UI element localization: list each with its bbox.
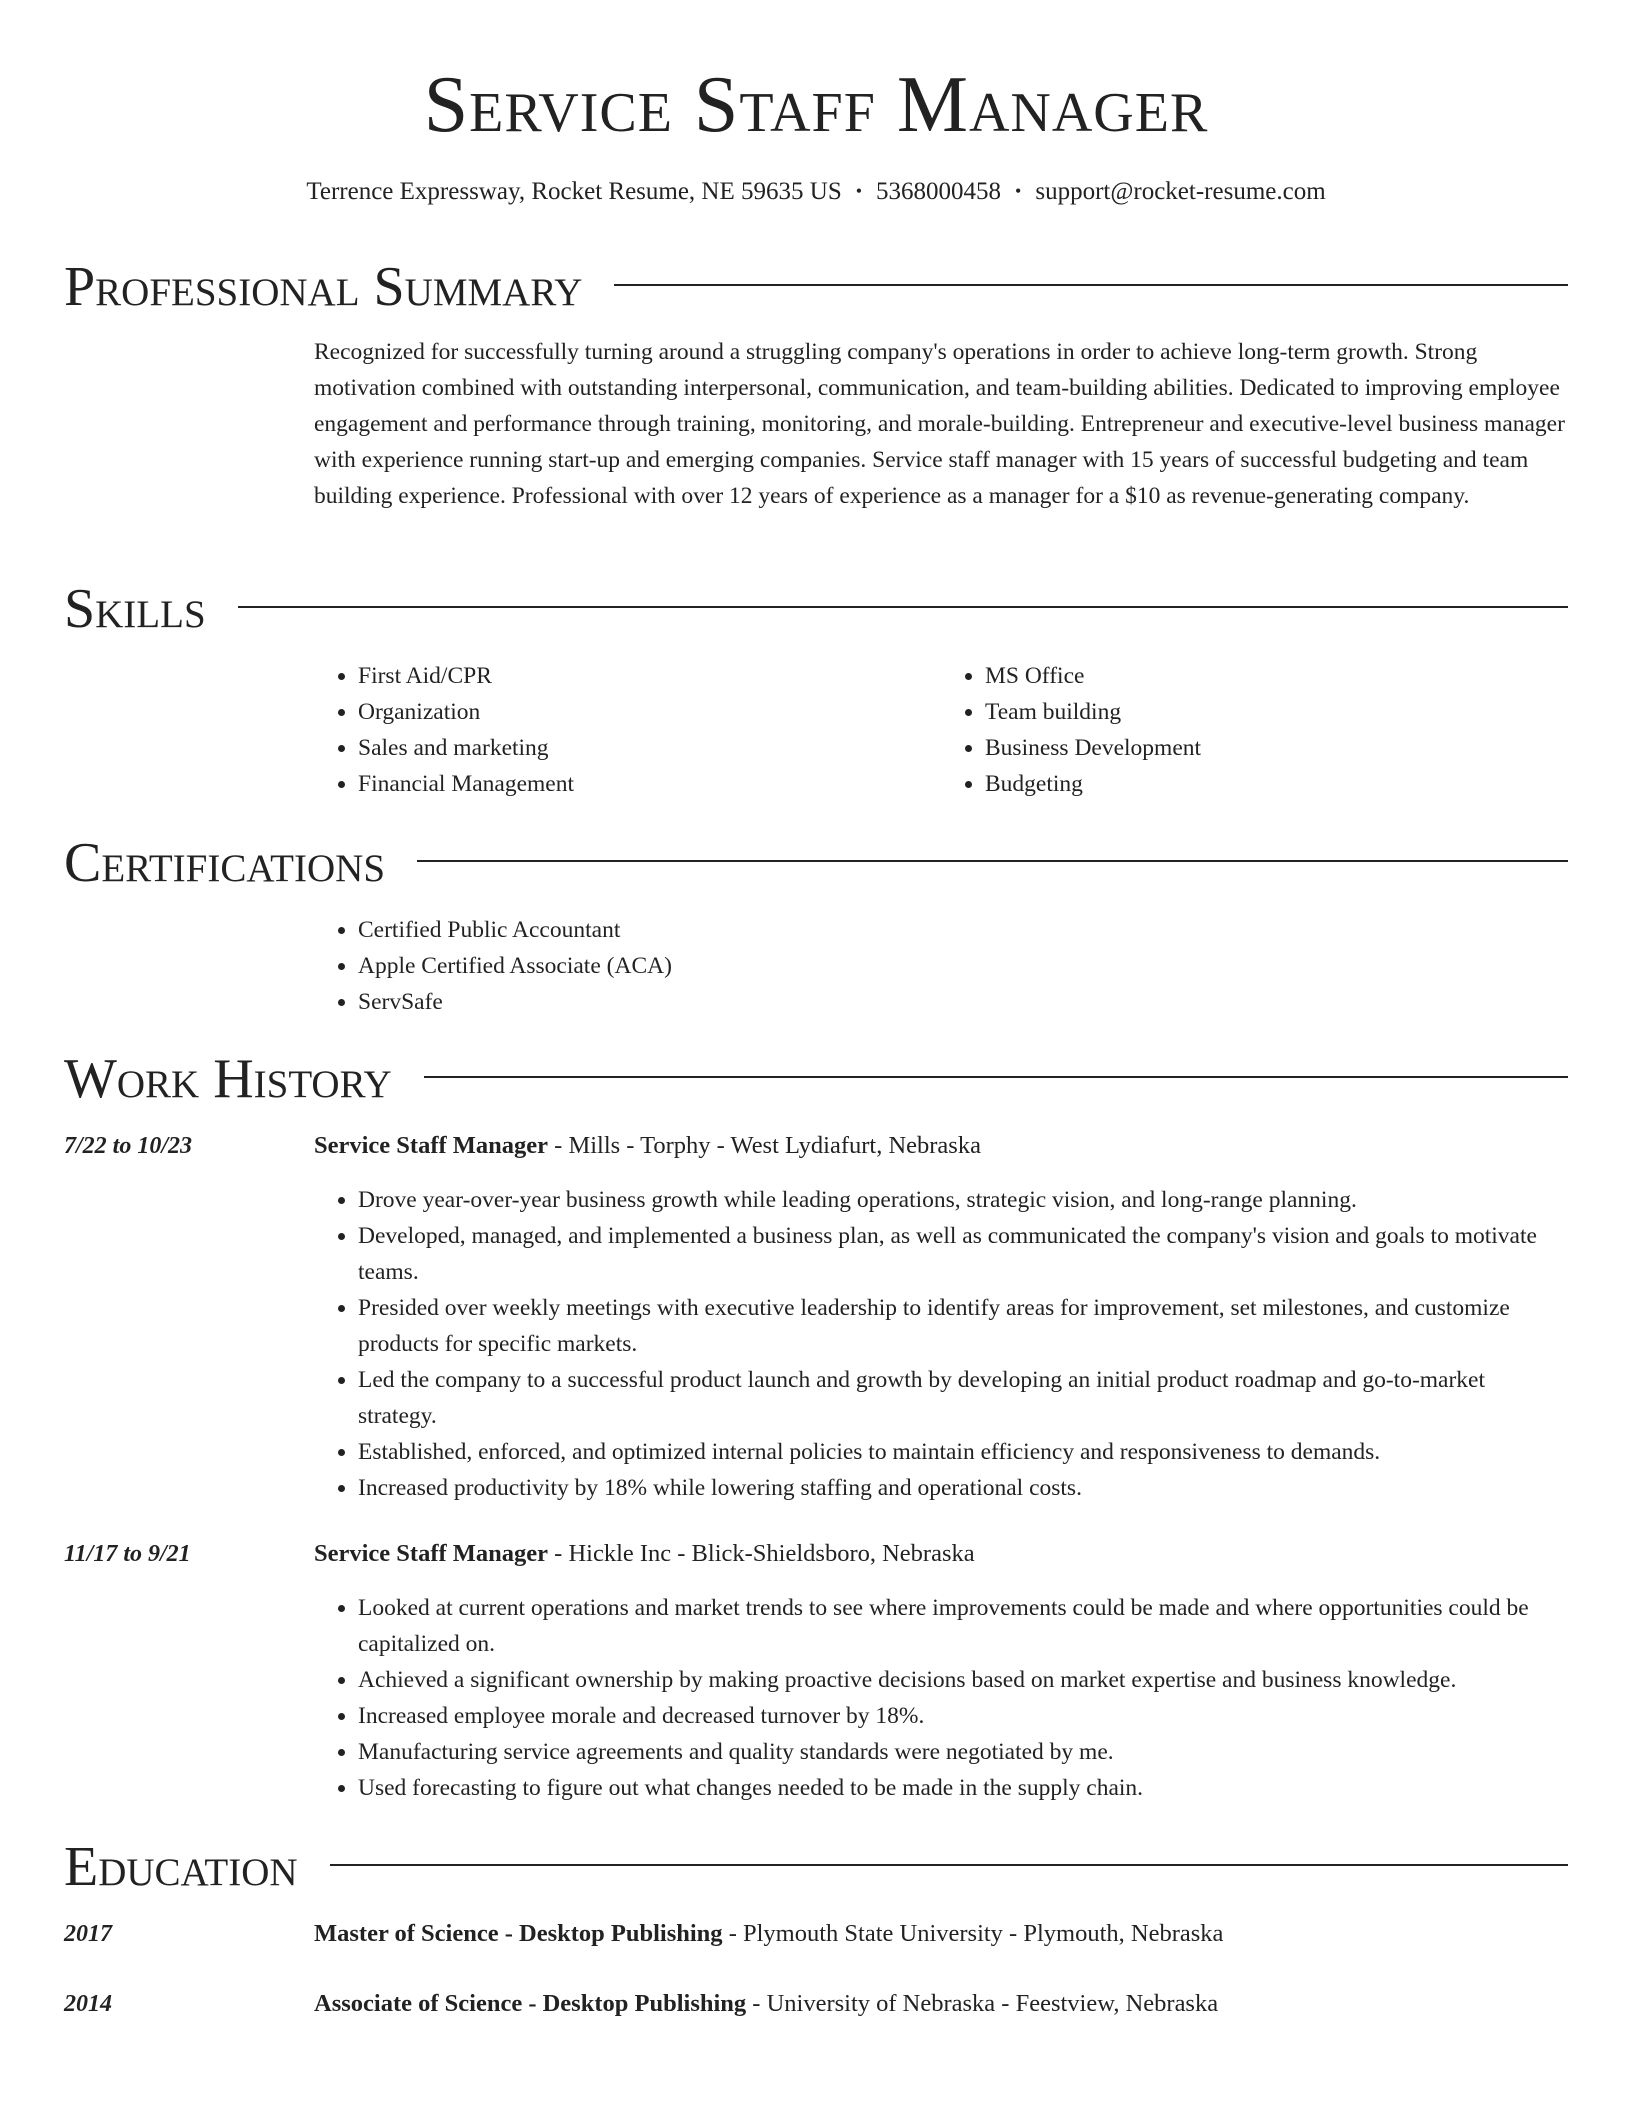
certifications-list: [314, 912, 1568, 1020]
skill-item: • Business Development: [985, 730, 1568, 766]
skill-item: • Sales and marketing: [358, 730, 941, 766]
certifications-heading: [64, 830, 1568, 896]
job-bullet: • Led the company to a successful product launch and growth by developing an initial product roadmap and go-to-market strategy.: [358, 1362, 1568, 1434]
education-details: - University of Nebraska - Feestview, Nebraska: [746, 1990, 1219, 2017]
job-bullet: • Increased productivity by 18% while lowering staffing and operational costs.: [358, 1470, 1568, 1506]
section-rule: [417, 860, 1568, 862]
education-title: Education: [64, 1836, 298, 1898]
education-year: 2017: [64, 1921, 112, 1947]
contact-line: [64, 174, 1568, 209]
job-dates: 11/17 to 9/21: [64, 1541, 191, 1567]
job-title-line: [314, 1536, 1568, 1572]
certification-item: • ServSafe: [358, 984, 1568, 1020]
education-details: - Plymouth State University - Plymouth, Nebraska: [722, 1920, 1224, 1947]
education-entry: [314, 1986, 1568, 2022]
skills-title: Skills: [64, 578, 206, 640]
job-title: Service Staff Manager: [314, 1540, 549, 1567]
skills-column-right: [941, 658, 1568, 802]
resume-name: Service Staff Manager: [423, 61, 1209, 149]
job-title-line: [314, 1128, 1568, 1164]
skills-list: [314, 658, 1568, 802]
job-title: Service Staff Manager: [314, 1132, 549, 1159]
skill-item: • MS Office: [985, 658, 1568, 694]
job-bullets: [314, 1590, 1568, 1806]
summary-heading: [64, 254, 1568, 320]
section-rule: [614, 284, 1568, 286]
work-title: Work History: [64, 1048, 392, 1110]
education-year: 2014: [64, 1991, 112, 2017]
job-bullet: • Presided over weekly meetings with executive leadership to identify areas for improvement, set milestones, and customize products for specific markets.: [358, 1290, 1568, 1362]
job-bullets: [314, 1182, 1568, 1506]
summary-title: Professional Summary: [64, 256, 583, 318]
section-rule: [238, 606, 1568, 608]
job-details: - Mills - Torphy - West Lydiafurt, Nebraska: [548, 1132, 981, 1159]
contact-separator: •: [1015, 181, 1022, 201]
skills-heading: [64, 576, 1568, 642]
job-bullet: • Developed, managed, and implemented a business plan, as well as communicated the company's vision and goals to motivate teams.: [358, 1218, 1568, 1290]
education-entry: [314, 1916, 1568, 1952]
section-rule: [330, 1864, 1568, 1866]
skills-column-left: [314, 658, 941, 802]
education-degree: Master of Science - Desktop Publishing: [314, 1920, 723, 1947]
job-bullet: • Established, enforced, and optimized internal policies to maintain efficiency and responsiveness to demands.: [358, 1434, 1568, 1470]
job-bullet: • Used forecasting to figure out what changes needed to be made in the supply chain.: [358, 1770, 1568, 1806]
job-bullet: • Looked at current operations and market trends to see where improvements could be made and where opportunities could be capitalized on.: [358, 1590, 1568, 1662]
certification-item: • Certified Public Accountant: [358, 912, 1568, 948]
job-bullet: • Manufacturing service agreements and quality standards were negotiated by me.: [358, 1734, 1568, 1770]
skill-item: • Organization: [358, 694, 941, 730]
job-bullet: • Achieved a significant ownership by making proactive decisions based on market expertise and business knowledge.: [358, 1662, 1568, 1698]
skill-item: • Budgeting: [985, 766, 1568, 802]
job-bullet: • Increased employee morale and decreased turnover by 18%.: [358, 1698, 1568, 1734]
skill-item: • Financial Management: [358, 766, 941, 802]
contact-separator: •: [855, 181, 863, 201]
education-heading: [64, 1834, 1568, 1900]
section-rule: [424, 1076, 1568, 1078]
summary-text: Recognized for successfully turning around a struggling company's operations in order to achieve long-term growth. Strong motivation combined with outstanding interpersonal, communication, and team-building abilities. Dedicated to improving employee engagement and performance through training, monitoring, and morale-building. Entrepreneur and executive-level business manager with experience running start-up and emerging companies. Service staff manager with 15 years of successful budgeting and team building experience. Professional with over 12 years of experience as a manager for a $10 as revenue-generating company.: [314, 339, 1565, 509]
contact-email: support@rocket-resume.com: [1035, 178, 1326, 205]
certifications-title: Certifications: [64, 832, 386, 894]
skill-item: • First Aid/CPR: [358, 658, 941, 694]
contact-phone: 5368000458: [876, 178, 1002, 205]
work-heading: [64, 1046, 1568, 1112]
skill-item: • Team building: [985, 694, 1568, 730]
education-degree: Associate of Science - Desktop Publishing: [314, 1990, 747, 2017]
job-dates: 7/22 to 10/23: [64, 1133, 193, 1159]
job-details: - Hickle Inc - Blick-Shieldsboro, Nebraska: [548, 1540, 975, 1567]
contact-address: Terrence Expressway, Rocket Resume, NE 59635 US: [306, 178, 842, 205]
job-bullet: • Drove year-over-year business growth while leading operations, strategic vision, and long-range planning.: [358, 1182, 1568, 1218]
certification-item: • Apple Certified Associate (ACA): [358, 948, 1568, 984]
